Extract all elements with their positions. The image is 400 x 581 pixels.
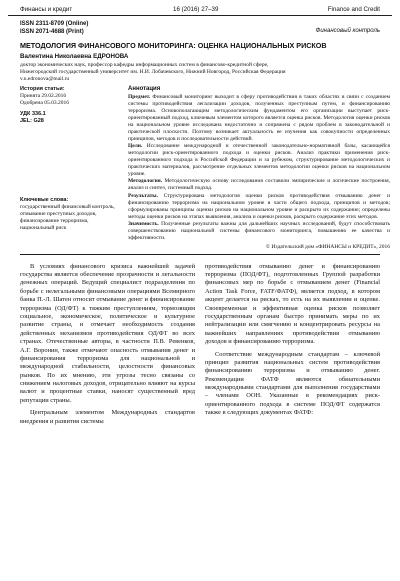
method-label: Методология.: [128, 178, 163, 185]
meta-left-column: [20, 86, 128, 251]
author-university: Нижегородский государственный университет им. Н.И. Лобачевского, Нижний Новгород, Российская Федерация: [20, 69, 286, 76]
article-history: [20, 86, 124, 107]
method-text: Методологическую основу исследования составили эмпирические и логические построения, анализ и синтез, системный подход.: [128, 178, 390, 192]
journal-name-ru: Финансы и кредит: [20, 6, 73, 13]
author-position: доктор экономических наук, профессор кафедры информационных систем в финансово-кредитной сфере,: [20, 62, 269, 69]
abstract-heading: Аннотация: [128, 85, 161, 92]
abstract-method: [128, 178, 390, 192]
value-label: Значимость.: [128, 220, 159, 227]
goal-label: Цели.: [128, 143, 143, 150]
value-text: Полученные результаты важны для дальнейших научных исследований, будут способствовать совершенствованию национальной системы финансового мониторинга, повышению ее качества и эффективности.: [128, 220, 391, 241]
section-divider: [20, 254, 380, 255]
results-label: Результаты.: [128, 192, 158, 199]
article-meta: [20, 86, 392, 251]
issn-block: [8, 20, 392, 38]
received-date: Принята 29.02.2016: [20, 92, 67, 99]
abstract-subject: [128, 94, 390, 142]
body-paragraph: Центральным элементом Международных стандартов внедрения и развития системы: [20, 409, 195, 425]
keywords-label: Ключевые слова:: [20, 196, 69, 203]
classification-codes: [20, 111, 124, 125]
jel-code: JEL: G28: [20, 117, 44, 124]
body-paragraph: Соответствие международным стандартам – ключевой принцип развития национальных систем противодействия финансированию терроризма и отмыванию денег. Рекомендации ФАТФ являются обязательными международными стандартами для выполнения государствами – членами ООН. Указанные в рекомендациях риск-ориентированного подхода в системе ПОД/ФТ содержатся также в следующих документах ФАТФ:: [205, 350, 380, 417]
section-name: Финансовый контроль: [315, 28, 380, 34]
subject-text: Финансовый мониторинг выходит в сферу противодействия в таких областях в связи с созданием системы противодействия легализации доходов, полученных преступным путем, и финансированию терроризма. Основополагающим методологическим фундаментом его организации выступает риск-ориентированный подход, ключевым элементом которого является оценка рисков. Методология оценки рисков на национальном уровне исследована недостаточно и сопряжена с рядом проблем в законодательной и практической плоскости. Поэтому возникает актуальность ее изучения как совокупности определенных принципов, методов и последовательности действий.: [128, 94, 390, 142]
article-title: МЕТОДОЛОГИЯ ФИНАНСОВОГО МОНИТОРИНГА: ОЦЕНКА НАЦИОНАЛЬНЫХ РИСКОВ: [20, 41, 327, 50]
udc-code: УДК 336.1: [20, 110, 46, 117]
results-text: Структурирована методология оценки рисков противодействия отмыванию денег и финансированию терроризма на национальном уровне в части общего подхода, принципов и методов; сформулированы принципы оценки рисков на национальном уровне и раскрыто их содержание; определены методы оценки рисков на этапах выявления, анализа и оценки рисков, раскрыто содержание этих методов.: [128, 192, 391, 220]
goal-text: Исследование международной и отечественной законодательно-нормативной базы, касающейся методологии риск-ориентированного подхода и оценки рисков. Анализ практики применения риск-ориентированного подхода в Российской Федерации и за рубежом, структурирование методологических и практических материалов, рассмотрение отдельных элементов методологии оценки рисков на национальном уровне.: [128, 143, 391, 177]
subject-label: Предмет.: [128, 94, 151, 101]
body-right-column: [205, 263, 380, 430]
body-left-column: [20, 263, 195, 430]
keywords-text: государственный финансовый контроль, отмывание преступных доходов, финансирование терроризма, национальный риск: [20, 203, 115, 232]
author-email: v.n.edronova@mail.ru: [20, 75, 70, 82]
issn-online: ISSN 2311-8709 (Online): [20, 21, 89, 27]
abstract-results: [128, 193, 390, 221]
accepted-date: Одобрена 05.03.2016: [20, 99, 69, 106]
abstract-value: [128, 221, 390, 242]
abstract-block: [128, 86, 390, 251]
journal-name-en: Finance and Credit: [327, 6, 380, 13]
issn-print: ISSN 2071-4688 (Print): [20, 29, 84, 36]
abstract-goal: [128, 143, 390, 178]
running-header: [8, 5, 392, 16]
body-paragraph: противодействия отмыванию денег и финансированию терроризма (ПОД/ФТ), подготовленных Группой разработки финансовых мер по борьбе с отмыванием денег (Financial Action Task Force, FATF/ФАТФ), является подход, в котором акцент делается на рисках, то есть на их выявлении и оценке. Своевременная и эффективная оценка рисков позволяет государственным органам быстро принимать меры по их нейтрализации или смягчению и концентрировать ресурсы на важнейших направлениях противодействия отмыванию доходов и финансированию терроризма.: [205, 262, 380, 346]
keywords-block: [20, 197, 124, 232]
copyright-notice: © Издательский дом «ФИНАНСЫ и КРЕДИТ», 2016: [265, 243, 390, 250]
history-label: История статьи:: [20, 85, 65, 92]
author-affiliation: [20, 62, 392, 83]
issue-info: 16 (2016) 27–39: [173, 6, 219, 13]
article-body: [20, 263, 380, 430]
body-paragraph: В условиях финансового кризиса важнейшей задачей государства является обеспечение прозрачности и легальности денежных операций. Ведущий специалист подразделения по борьбе с нелегальными финансовыми операциями Всемирного банка П.-Л. Шатен относит отмывание денег и финансирование терроризма (ОД/ФТ) к тяжким преступлениям, тормозящим социальное, экономическое, политическое и культурное развитие страны, и отмечает необходимость создания действенных механизмов противодействия ОД/ФТ во всех странах. Отечественные авторы, в частности П.В. Ревенков, А.Г. Воронин, также отмечают опасность отмывания денег и финансирования терроризма для национальной и международной стабильности, целостности финансовых рынков. По их мнению, эти угрозы тесно связаны со снижением налоговых доходов, отрицательно влияют на курсы валют и процентные ставки, наносят существенный вред репутации страны.: [20, 262, 195, 404]
author-name: Валентина Николаевна ЕДРОНОВА: [20, 53, 129, 61]
